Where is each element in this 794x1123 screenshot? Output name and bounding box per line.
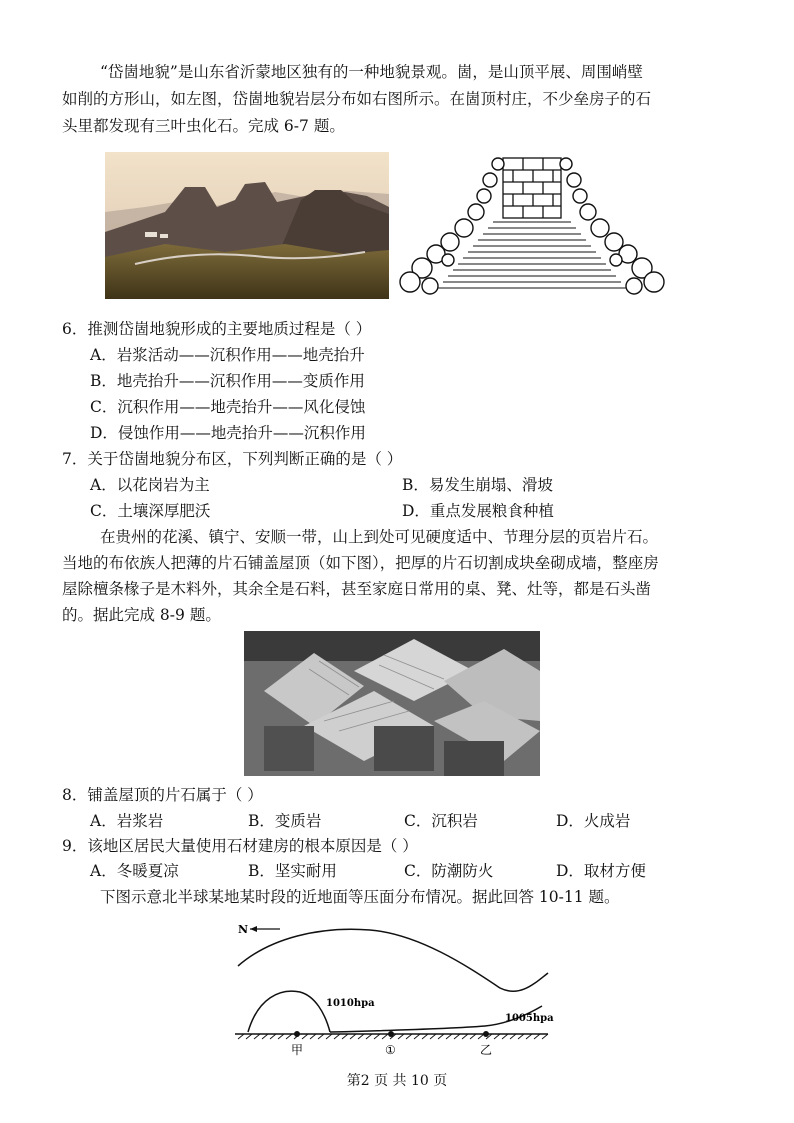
isobar-1005-label: 1005hpa: [505, 1013, 554, 1024]
q7-option-d: D．重点发展粮食种植: [402, 502, 554, 520]
q7-option-a: A．以花岗岩为主: [90, 476, 210, 494]
intro2-line-1: 在贵州的花溪、镇宁、安顺一带，山上到处可见硬度适中、节理分层的页岩片石。: [100, 528, 659, 546]
strata-diagram: [398, 150, 666, 298]
point-jia-dot: [294, 1031, 300, 1037]
q6-option-c: C．沉积作用——地壳抬升——风化侵蚀: [90, 398, 366, 416]
isobar-1010-label: 1010hpa: [326, 998, 375, 1009]
q6-option-b: B．地壳抬升——沉积作用——变质作用: [90, 372, 365, 390]
point-1-label: ①: [385, 1043, 396, 1057]
upper-isobar: [238, 929, 548, 991]
point-yi-dot: [483, 1031, 489, 1037]
q6-stem: 6．推测岱崮地貌形成的主要地质过程是（ ）: [62, 320, 372, 338]
isobar-1010: [248, 991, 330, 1032]
intro2-line-3: 屋除檀条椽子是木料外，其余全是石料，甚至家庭日常用的桌、凳、灶等，都是石头凿: [62, 580, 652, 598]
intro1-line-3: 头里都发现有三叶虫化石。完成 6-7 题。: [62, 117, 345, 135]
q7-option-b: B．易发生崩塌、滑坡: [402, 476, 553, 494]
q6-option-d: D．侵蚀作用——地壳抬升——沉积作用: [90, 424, 366, 442]
q9-option-d: D．取材方便: [556, 862, 646, 880]
point-jia-label: 甲: [291, 1043, 304, 1057]
q8-option-b: B．变质岩: [248, 812, 322, 830]
point-1-dot: [388, 1031, 394, 1037]
q7-option-c: C．土壤深厚肥沃: [90, 502, 211, 520]
north-label: N: [238, 923, 249, 936]
q8-option-d: D．火成岩: [556, 812, 631, 830]
intro2-line-4: 的。据此完成 8-9 题。: [62, 606, 221, 624]
q9-stem: 9．该地区居民大量使用石材建房的根本原因是（ ）: [62, 837, 418, 855]
stone-roof-photo: [244, 631, 540, 776]
q7-stem: 7．关于岱崮地貌分布区，下列判断正确的是（ ）: [62, 450, 403, 468]
q9-option-a: A．冬暖夏凉: [90, 862, 179, 880]
q8-stem: 8．铺盖屋顶的片石属于（ ）: [62, 786, 263, 804]
daigu-landscape-photo: [105, 152, 389, 299]
isobar-diagram: [230, 918, 560, 1060]
intro2-line-2: 当地的布依族人把薄的片石铺盖屋顶（如下图），把厚的片石切割成块垒砌成墙，整座房: [62, 554, 659, 572]
intro1-line-1: “岱崮地貌”是山东省沂蒙地区独有的一种地貌景观。崮，是山顶平展、周围峭壁: [100, 63, 643, 81]
q8-option-a: A．岩浆岩: [90, 812, 164, 830]
q8-option-c: C．沉积岩: [404, 812, 478, 830]
q9-option-b: B．坚实耐用: [248, 862, 337, 880]
q6-option-a: A．岩浆活动——沉积作用——地壳抬升: [90, 346, 365, 364]
intro1-line-2: 如削的方形山，如左图，岱崮地貌岩层分布如右图所示。在崮顶村庄，不少垒房子的石: [62, 90, 652, 108]
point-yi-label: 乙: [480, 1043, 493, 1057]
q9-option-c: C．防潮防火: [404, 862, 494, 880]
intro3-text: 下图示意北半球某地某时段的近地面等压面分布情况。据此回答 10-11 题。: [100, 888, 620, 906]
page-footer: 第2 页 共 10 页: [346, 1073, 448, 1089]
north-arrow-head: [250, 926, 257, 932]
